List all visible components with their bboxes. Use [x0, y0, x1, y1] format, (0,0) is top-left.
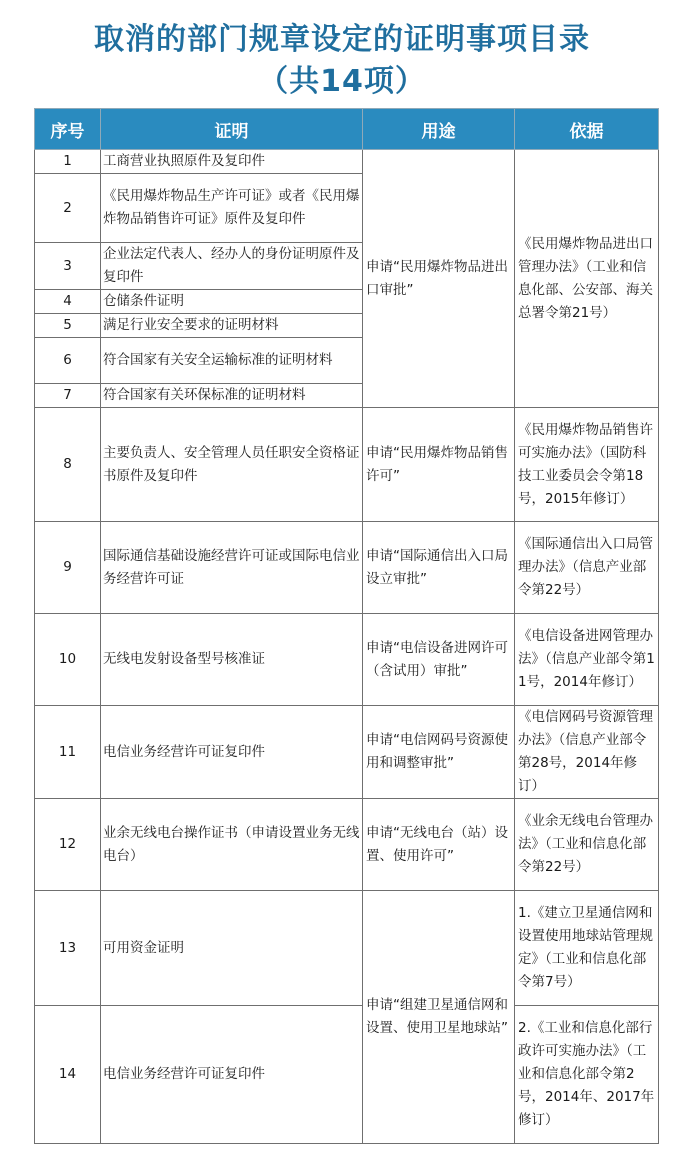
row-proof: 电信业务经营许可证复印件 — [101, 706, 363, 799]
row-number: 9 — [35, 522, 101, 614]
row-proof: 无线电发射设备型号核准证 — [101, 614, 363, 706]
page-subtitle: （共14项） — [258, 64, 426, 99]
page-title: 取消的部门规章设定的证明事项目录 — [94, 22, 590, 57]
row-basis: 《电信网码号资源管理办法》（信息产业部令第28号，2014年修订） — [515, 706, 659, 799]
header-proof: 证明 — [101, 109, 363, 150]
row-basis: 《民用爆炸物品进出口管理办法》（工业和信息化部、公安部、海关总署令第21号） — [515, 150, 659, 408]
row-number: 13 — [35, 891, 101, 1006]
row-number: 1 — [35, 150, 101, 174]
row-purpose: 申请“国际通信出入口局设立审批” — [363, 522, 515, 614]
table-row — [35, 408, 659, 522]
row-proof: 电信业务经营许可证复印件 — [101, 1006, 363, 1144]
row-basis: 1.《建立卫星通信网和设置使用地球站管理规定》（工业和信息化部令第7号） — [515, 891, 659, 1006]
table-row — [35, 614, 659, 706]
row-number: 3 — [35, 243, 101, 290]
row-proof: 主要负责人、安全管理人员任职安全资格证书原件及复印件 — [101, 408, 363, 522]
row-basis: 《业余无线电台管理办法》（工业和信息化部令第22号） — [515, 799, 659, 891]
row-number: 14 — [35, 1006, 101, 1144]
table-row — [35, 891, 659, 1006]
row-proof: 企业法定代表人、经办人的身份证明原件及复印件 — [101, 243, 363, 290]
row-proof: 工商营业执照原件及复印件 — [101, 150, 363, 174]
row-basis: 《民用爆炸物品销售许可实施办法》（国防科技工业委员会令第18号，2015年修订） — [515, 408, 659, 522]
row-basis: 《国际通信出入口局管理办法》（信息产业部令第22号） — [515, 522, 659, 614]
row-proof: 国际通信基础设施经营许可证或国际电信业务经营许可证 — [101, 522, 363, 614]
row-proof: 《民用爆炸物品生产许可证》或者《民用爆炸物品销售许可证》原件及复印件 — [101, 174, 363, 243]
header-basis: 依据 — [515, 109, 659, 150]
row-proof: 可用资金证明 — [101, 891, 363, 1006]
table-row — [35, 150, 659, 174]
row-purpose: 申请“民用爆炸物品销售许可” — [363, 408, 515, 522]
row-number: 12 — [35, 799, 101, 891]
row-proof: 仓储条件证明 — [101, 290, 363, 314]
row-purpose: 申请“电信设备进网许可（含试用）审批” — [363, 614, 515, 706]
row-proof: 满足行业安全要求的证明材料 — [101, 314, 363, 338]
row-number: 10 — [35, 614, 101, 706]
row-number: 2 — [35, 174, 101, 243]
row-number: 6 — [35, 338, 101, 384]
row-number: 4 — [35, 290, 101, 314]
row-basis: 2.《工业和信息化部行政许可实施办法》（工业和信息化部令第2号，2014年、2017年修订） — [515, 1006, 659, 1144]
table-row — [35, 706, 659, 799]
header-no: 序号 — [35, 109, 101, 150]
abolished-proofs-table — [34, 108, 659, 1144]
row-number: 5 — [35, 314, 101, 338]
row-purpose: 申请“民用爆炸物品进出口审批” — [363, 150, 515, 408]
table-row — [35, 799, 659, 891]
row-number: 7 — [35, 384, 101, 408]
row-number: 8 — [35, 408, 101, 522]
row-purpose: 申请“组建卫星通信网和设置、使用卫星地球站” — [363, 891, 515, 1144]
row-proof: 业余无线电台操作证书（申请设置业务无线电台） — [101, 799, 363, 891]
row-number: 11 — [35, 706, 101, 799]
table-row — [35, 1006, 659, 1144]
table-header-row — [35, 109, 659, 150]
row-purpose: 申请“电信网码号资源使用和调整审批” — [363, 706, 515, 799]
row-basis: 《电信设备进网管理办法》（信息产业部令第11号，2014年修订） — [515, 614, 659, 706]
row-proof: 符合国家有关环保标准的证明材料 — [101, 384, 363, 408]
table-row — [35, 522, 659, 614]
row-purpose: 申请“无线电台（站）设置、使用许可” — [363, 799, 515, 891]
row-proof: 符合国家有关安全运输标准的证明材料 — [101, 338, 363, 384]
header-purpose: 用途 — [363, 109, 515, 150]
